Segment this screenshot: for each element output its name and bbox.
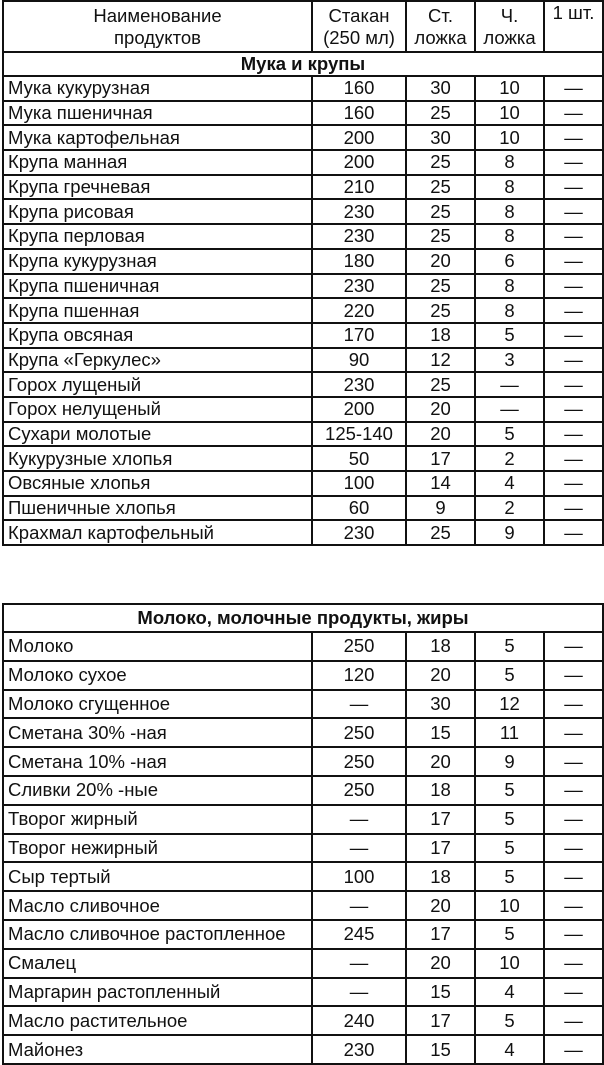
piece-cell: — [544,834,603,863]
tablespoon-cell: 17 [406,1006,475,1035]
piece-cell: — [544,632,603,661]
glass-cell: — [312,834,406,863]
table-row [3,776,603,805]
tablespoon-cell: 25 [406,175,475,200]
piece-cell: — [544,150,603,175]
teaspoon-cell: 12 [475,690,544,719]
piece-cell: — [544,718,603,747]
tablespoon-cell: 17 [406,446,475,471]
section-header-row [3,52,603,76]
piece-cell: — [544,224,603,249]
teaspoon-cell: 5 [475,920,544,949]
product-name-cell: Крупа гречневая [3,175,312,200]
glass-cell: 160 [312,101,406,126]
product-name-cell: Творог нежирный [3,834,312,863]
piece-cell: — [544,891,603,920]
piece-cell: — [544,1006,603,1035]
table-row [3,718,603,747]
piece-cell: — [544,471,603,496]
glass-cell: 230 [312,1035,406,1064]
header-line: Ч. [500,4,519,26]
table-row [3,920,603,949]
glass-cell: 230 [312,372,406,397]
tablespoon-cell: 9 [406,496,475,521]
product-name-cell: Смалец [3,949,312,978]
tablespoon-cell: 30 [406,76,475,101]
product-name-cell: Сухари молотые [3,422,312,447]
piece-cell: — [544,323,603,348]
product-name-cell: Крупа перловая [3,224,312,249]
glass-cell: 200 [312,397,406,422]
teaspoon-cell: 8 [475,199,544,224]
glass-cell: 200 [312,125,406,150]
header-line: ложка [414,26,467,48]
glass-cell: 120 [312,661,406,690]
product-name-cell: Крупа овсяная [3,323,312,348]
table-row [3,1006,603,1035]
table-row [3,690,603,719]
glass-cell: 230 [312,224,406,249]
header-product-name [3,1,312,52]
glass-cell: 60 [312,496,406,521]
piece-cell: — [544,661,603,690]
glass-cell: 180 [312,249,406,274]
glass-cell: 160 [312,76,406,101]
teaspoon-cell: 10 [475,125,544,150]
tablespoon-cell: 30 [406,690,475,719]
tablespoon-cell: 20 [406,661,475,690]
product-name-cell: Майонез [3,1035,312,1064]
teaspoon-cell: 5 [475,661,544,690]
glass-cell: 210 [312,175,406,200]
glass-cell: — [312,805,406,834]
table-row [3,949,603,978]
product-name-cell: Крупа «Геркулес» [3,348,312,373]
product-name-cell: Горох лущеный [3,372,312,397]
glass-cell: 90 [312,348,406,373]
teaspoon-cell: 5 [475,323,544,348]
table-row [3,323,603,348]
product-name-cell: Сливки 20% -ные [3,776,312,805]
table-row [3,348,603,373]
product-name-cell: Кукурузные хлопья [3,446,312,471]
tablespoon-cell: 20 [406,422,475,447]
teaspoon-cell: 9 [475,747,544,776]
teaspoon-cell: 10 [475,76,544,101]
table-row [3,249,603,274]
table-row [3,520,603,545]
tablespoon-cell: 12 [406,348,475,373]
teaspoon-cell: 10 [475,891,544,920]
table-row [3,76,603,101]
header-piece [544,1,603,52]
glass-cell: — [312,978,406,1007]
header-glass [312,1,406,52]
teaspoon-cell: 10 [475,101,544,126]
teaspoon-cell: 5 [475,834,544,863]
product-name-cell: Крупа манная [3,150,312,175]
glass-cell: — [312,690,406,719]
table-row [3,175,603,200]
piece-cell: — [544,249,603,274]
piece-cell: — [544,274,603,299]
glass-cell: 125-140 [312,422,406,447]
table-row [3,397,603,422]
teaspoon-cell: 5 [475,1006,544,1035]
tablespoon-cell: 25 [406,372,475,397]
tablespoon-cell: 25 [406,298,475,323]
piece-cell: — [544,690,603,719]
table-row [3,632,603,661]
glass-cell: 240 [312,1006,406,1035]
piece-cell: — [544,776,603,805]
piece-cell: — [544,348,603,373]
table-row [3,224,603,249]
product-name-cell: Крупа пшенная [3,298,312,323]
header-line: Наименование [93,4,222,26]
product-name-cell: Горох нелущеный [3,397,312,422]
teaspoon-cell: 8 [475,298,544,323]
table-row [3,471,603,496]
teaspoon-cell: 4 [475,1035,544,1064]
product-name-cell: Крупа пшеничная [3,274,312,299]
product-name-cell: Масло растительное [3,1006,312,1035]
teaspoon-cell: 11 [475,718,544,747]
teaspoon-cell: 5 [475,805,544,834]
header-line: ложка [483,26,536,48]
tablespoon-cell: 18 [406,862,475,891]
teaspoon-cell: 4 [475,978,544,1007]
piece-cell: — [544,862,603,891]
piece-cell: — [544,372,603,397]
tablespoon-cell: 14 [406,471,475,496]
teaspoon-cell: 8 [475,175,544,200]
measures-table-dairy [2,603,604,1065]
header-tablespoon [406,1,475,52]
piece-cell: — [544,805,603,834]
teaspoon-cell: — [475,372,544,397]
piece-cell: — [544,1035,603,1064]
teaspoon-cell: 4 [475,471,544,496]
tablespoon-cell: 25 [406,101,475,126]
glass-cell: — [312,949,406,978]
tablespoon-cell: 25 [406,520,475,545]
teaspoon-cell: 8 [475,274,544,299]
glass-cell: — [312,891,406,920]
piece-cell: — [544,446,603,471]
tablespoon-cell: 15 [406,1035,475,1064]
section-title: Мука и крупы [3,52,603,76]
table-row [3,422,603,447]
product-name-cell: Овсяные хлопья [3,471,312,496]
product-name-cell: Молоко сгущенное [3,690,312,719]
table-row [3,150,603,175]
glass-cell: 250 [312,776,406,805]
table-row [3,496,603,521]
table-row [3,805,603,834]
piece-cell: — [544,199,603,224]
product-name-cell: Мука кукурузная [3,76,312,101]
product-name-cell: Масло сливочное [3,891,312,920]
tablespoon-cell: 20 [406,747,475,776]
teaspoon-cell: 3 [475,348,544,373]
tablespoon-cell: 18 [406,323,475,348]
product-name-cell: Сыр тертый [3,862,312,891]
product-name-cell: Крахмал картофельный [3,520,312,545]
piece-cell: — [544,397,603,422]
tablespoon-cell: 15 [406,978,475,1007]
teaspoon-cell: 5 [475,422,544,447]
piece-cell: — [544,978,603,1007]
glass-cell: 50 [312,446,406,471]
teaspoon-cell: 5 [475,776,544,805]
tablespoon-cell: 25 [406,274,475,299]
tablespoon-cell: 20 [406,891,475,920]
glass-cell: 250 [312,718,406,747]
table-row [3,1035,603,1064]
glass-cell: 230 [312,520,406,545]
teaspoon-cell: — [475,397,544,422]
glass-cell: 230 [312,199,406,224]
glass-cell: 250 [312,632,406,661]
product-name-cell: Мука пшеничная [3,101,312,126]
piece-cell: — [544,298,603,323]
product-name-cell: Молоко сухое [3,661,312,690]
glass-cell: 250 [312,747,406,776]
product-name-cell: Крупа кукурузная [3,249,312,274]
product-name-cell: Маргарин растопленный [3,978,312,1007]
header-line: продуктов [114,26,201,48]
table-row [3,372,603,397]
table-row [3,298,603,323]
teaspoon-cell: 5 [475,862,544,891]
tablespoon-cell: 15 [406,718,475,747]
table-row [3,446,603,471]
teaspoon-cell: 5 [475,632,544,661]
teaspoon-cell: 8 [475,150,544,175]
glass-cell: 100 [312,862,406,891]
product-name-cell: Сметана 10% -ная [3,747,312,776]
table-row [3,125,603,150]
tablespoon-cell: 17 [406,834,475,863]
teaspoon-cell: 6 [475,249,544,274]
section-title: Молоко, молочные продукты, жиры [3,604,603,632]
piece-cell: — [544,101,603,126]
product-name-cell: Сметана 30% -ная [3,718,312,747]
teaspoon-cell: 8 [475,224,544,249]
measures-table-flour [2,0,604,546]
piece-cell: — [544,422,603,447]
header-line: 1 шт. [552,2,595,23]
glass-cell: 100 [312,471,406,496]
product-name-cell: Крупа рисовая [3,199,312,224]
tablespoon-cell: 20 [406,397,475,422]
tablespoon-cell: 25 [406,199,475,224]
table-row [3,101,603,126]
glass-cell: 220 [312,298,406,323]
piece-cell: — [544,920,603,949]
glass-cell: 230 [312,274,406,299]
glass-cell: 245 [312,920,406,949]
piece-cell: — [544,76,603,101]
piece-cell: — [544,520,603,545]
table-row [3,862,603,891]
tablespoon-cell: 18 [406,632,475,661]
section-header-row [3,604,603,632]
product-name-cell: Молоко [3,632,312,661]
table-row [3,834,603,863]
teaspoon-cell: 10 [475,949,544,978]
product-name-cell: Пшеничные хлопья [3,496,312,521]
header-line: (250 мл) [323,26,395,48]
tablespoon-cell: 25 [406,224,475,249]
product-name-cell: Мука картофельная [3,125,312,150]
glass-cell: 170 [312,323,406,348]
tablespoon-cell: 17 [406,920,475,949]
table-row [3,978,603,1007]
piece-cell: — [544,175,603,200]
tablespoon-cell: 20 [406,249,475,274]
table-row [3,661,603,690]
piece-cell: — [544,496,603,521]
tablespoon-cell: 30 [406,125,475,150]
piece-cell: — [544,747,603,776]
header-line: Стакан [328,4,390,26]
teaspoon-cell: 2 [475,496,544,521]
header-teaspoon [475,1,544,52]
tablespoon-cell: 17 [406,805,475,834]
table-header-row [3,1,603,52]
table-row [3,747,603,776]
piece-cell: — [544,125,603,150]
product-name-cell: Творог жирный [3,805,312,834]
tablespoon-cell: 18 [406,776,475,805]
tablespoon-cell: 20 [406,949,475,978]
teaspoon-cell: 9 [475,520,544,545]
tablespoon-cell: 25 [406,150,475,175]
header-line: Ст. [428,4,453,26]
piece-cell: — [544,949,603,978]
teaspoon-cell: 2 [475,446,544,471]
glass-cell: 200 [312,150,406,175]
table-row [3,199,603,224]
table-row [3,274,603,299]
product-name-cell: Масло сливочное растопленное [3,920,312,949]
table-row [3,891,603,920]
